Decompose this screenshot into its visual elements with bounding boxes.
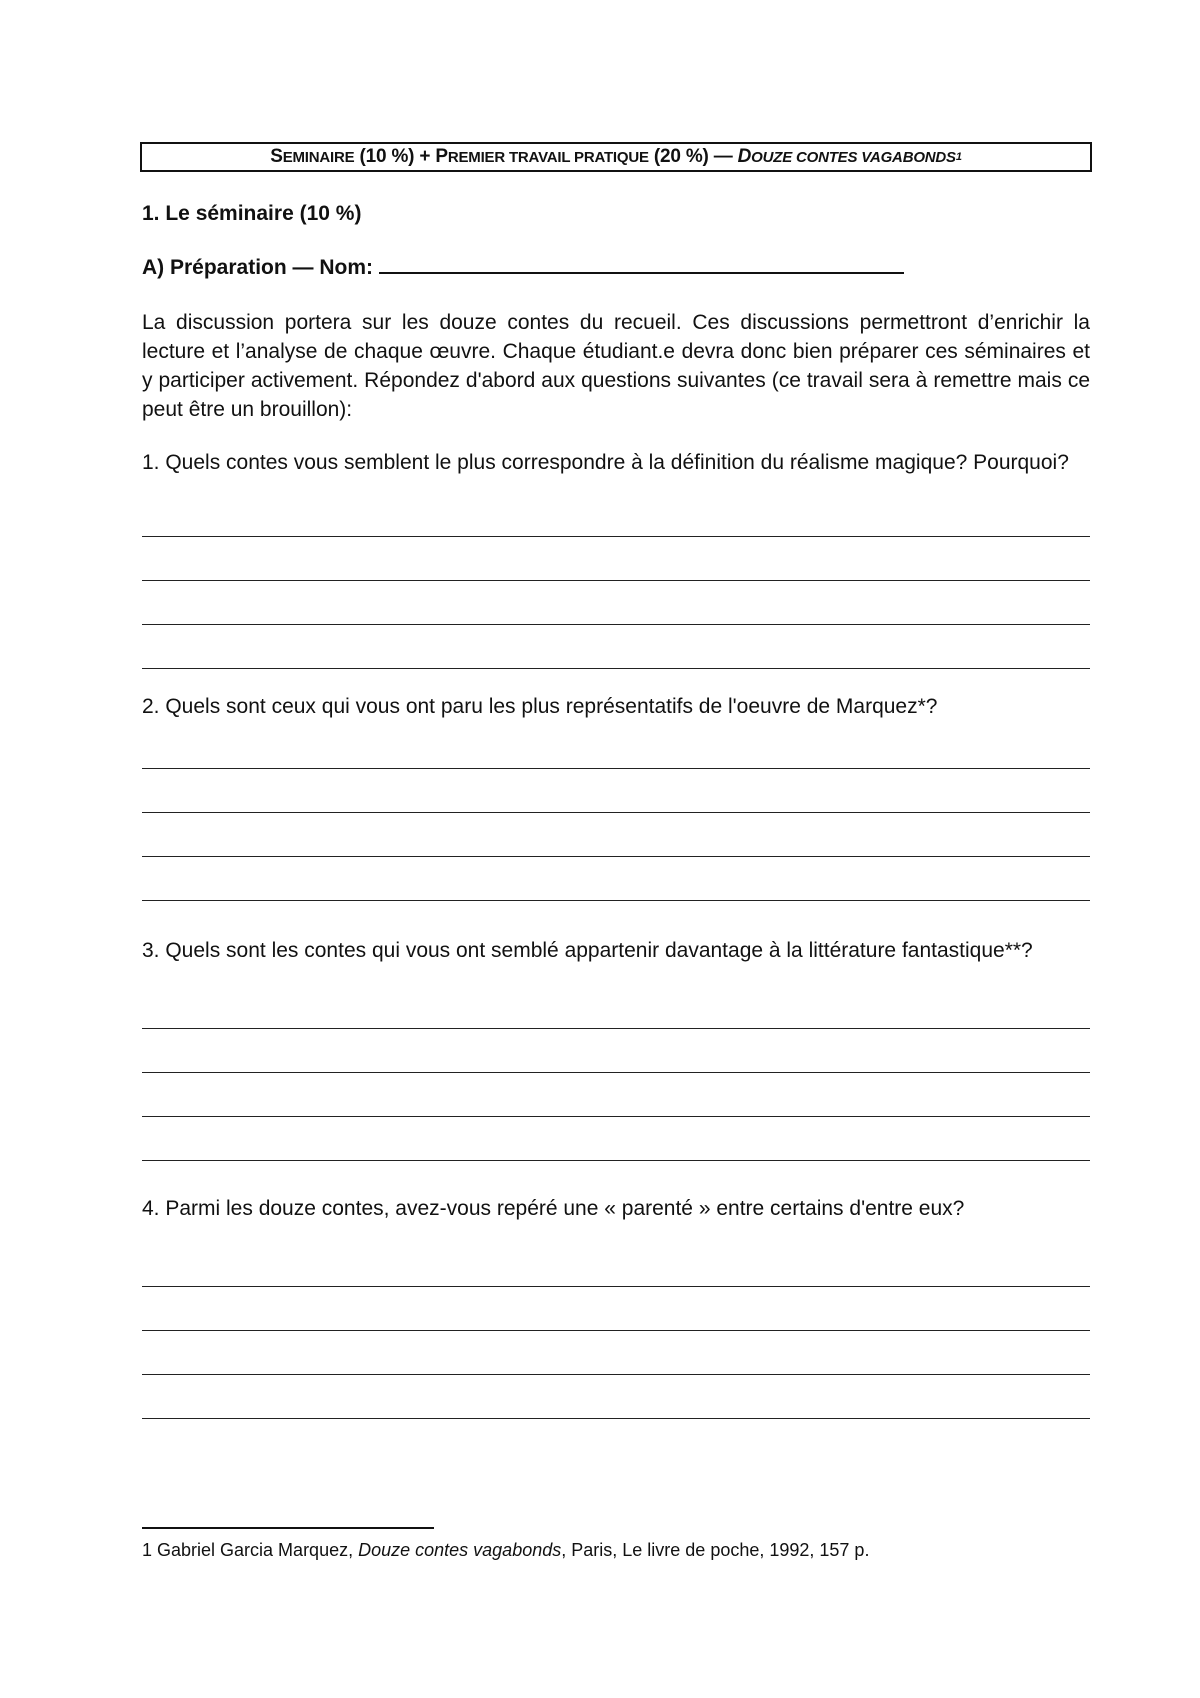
title-initial-s: S: [270, 146, 283, 167]
footnote-author: Gabriel Garcia Marquez,: [152, 1540, 359, 1560]
preparation-name-row: [142, 256, 904, 280]
answer-line[interactable]: [142, 1160, 1090, 1161]
answer-line[interactable]: [142, 1418, 1090, 1419]
answer-line[interactable]: [142, 1374, 1090, 1375]
title-footnote-ref: 1: [955, 151, 962, 163]
answer-line[interactable]: [142, 580, 1090, 581]
question-2: 2. Quels sont ceux qui vous ont paru les plus représentatifs de l'oeuvre de Marquez*?: [142, 695, 938, 718]
footnote: [142, 1540, 869, 1561]
answer-line[interactable]: [142, 1330, 1090, 1331]
title-book-initial: D: [737, 146, 752, 167]
answer-line[interactable]: [142, 668, 1090, 669]
footnote-publication: , Paris, Le livre de poche, 1992, 157 p.: [561, 1540, 870, 1560]
answer-line[interactable]: [142, 768, 1090, 769]
preparation-label: A) Préparation — Nom:: [142, 256, 374, 279]
answer-line[interactable]: [142, 900, 1090, 901]
answer-line[interactable]: [142, 536, 1090, 537]
answer-line[interactable]: [142, 624, 1090, 625]
title-premier-travail: REMIER TRAVAIL PRATIQUE: [447, 148, 649, 166]
answer-line[interactable]: [142, 1072, 1090, 1073]
title-weight-2: (20 %) —: [648, 146, 738, 167]
document-title-box: [140, 142, 1092, 172]
footnote-separator: [142, 1527, 434, 1529]
name-blank-line[interactable]: [379, 270, 904, 274]
answer-line[interactable]: [142, 1116, 1090, 1117]
title-weight-1: (10 %) +: [354, 146, 436, 167]
footnote-book-title: Douze contes vagabonds: [358, 1540, 562, 1560]
section-heading: 1. Le séminaire (10 %): [142, 202, 362, 225]
question-3: 3. Quels sont les contes qui vous ont semblé appartenir davantage à la littérature fantastique**?: [142, 939, 1033, 962]
title-book-name: OUZE CONTES VAGABONDS: [751, 148, 956, 166]
question-4: 4. Parmi les douze contes, avez-vous repéré une « parenté » entre certains d'entre eux?: [142, 1197, 965, 1220]
title-initial-p: P: [435, 146, 448, 167]
intro-paragraph: La discussion portera sur les douze contes du recueil. Ces discussions permettront d’enrichir la lecture et l’analyse de chaque œuvre. Chaque étudiant.e devra donc bien préparer ces séminaires et y participer activement. Répondez d'abord aux questions suivantes (ce travail sera à remettre mais ce peut être un brouillon):: [142, 311, 1090, 421]
answer-line[interactable]: [142, 856, 1090, 857]
question-1: 1. Quels contes vous semblent le plus correspondre à la définition du réalisme magique? Pourquoi?: [142, 451, 1069, 474]
answer-line[interactable]: [142, 1286, 1090, 1287]
answer-line[interactable]: [142, 1028, 1090, 1029]
answer-line[interactable]: [142, 812, 1090, 813]
title-seminaire: EMINAIRE: [282, 148, 355, 166]
footnote-number: 1: [142, 1540, 153, 1560]
